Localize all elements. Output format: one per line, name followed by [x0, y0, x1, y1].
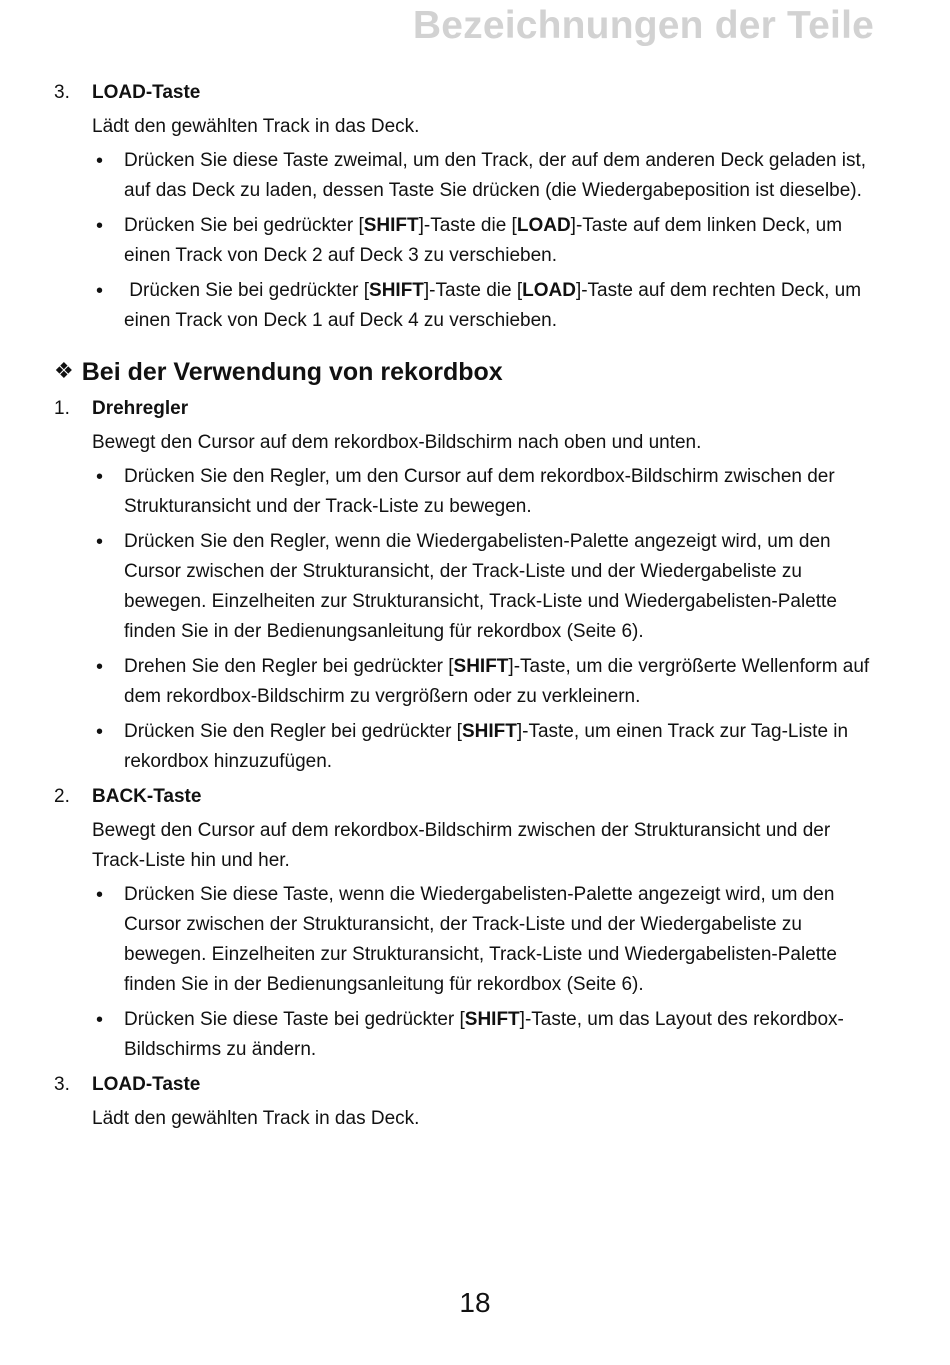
bullet-item — [124, 880, 884, 1000]
bullet-text: Drücken Sie diese Taste bei gedrückter [ — [124, 1009, 465, 1030]
key-label-shift: SHIFT — [461, 721, 517, 742]
bullet-text: Drücken Sie bei gedrückter [ — [124, 280, 370, 301]
item-description: Bewegt den Cursor auf dem rekordbox-Bildschirm zwischen der Strukturansicht und der Track-Liste hin und her. — [92, 820, 831, 871]
bullet-text: Drehen Sie den Regler bei gedrückter [ — [124, 656, 454, 677]
item-number: 3. — [54, 82, 70, 103]
item-heading — [54, 1070, 884, 1100]
section-title: Bei der Verwendung von rekordbox — [81, 358, 503, 386]
item-load-bottom — [54, 1070, 884, 1134]
bullet-item — [124, 1005, 884, 1065]
item-description: Lädt den gewählten Track in das Deck. — [92, 116, 420, 137]
item-title: LOAD-Taste — [92, 82, 201, 103]
bullet-item — [124, 527, 884, 647]
bullet-text: ]-Taste die [ — [418, 215, 517, 236]
item-title: Drehregler — [92, 398, 189, 419]
four-diamond-icon: ❖ — [54, 359, 74, 384]
item-description: Lädt den gewählten Track in das Deck. — [92, 1108, 420, 1129]
bullet-list — [54, 462, 884, 777]
bullet-item — [124, 717, 884, 777]
bullet-text: Drücken Sie bei gedrückter [ — [124, 215, 364, 236]
bullet-text: ]-Taste, um das Layout des rekordbox-Bildschirms zu ändern. — [124, 1009, 844, 1060]
bullet-item — [124, 146, 884, 206]
item-back-taste — [54, 782, 884, 1065]
page-header-title: Bezeichnungen der Teile — [412, 4, 874, 47]
key-label-load: LOAD — [522, 280, 576, 301]
bullet-text: ]-Taste, um einen Track zur Tag-Liste in rekordbox hinzuzufügen. — [124, 721, 849, 772]
key-label-shift: SHIFT — [363, 215, 419, 236]
bullet-item — [124, 652, 884, 712]
bullet-text: ]-Taste, um die vergrößerte Wellenform auf dem rekordbox-Bildschirm zu vergrößern oder zu verkleinern. — [124, 656, 870, 707]
bullet-text: Drücken Sie diese Taste zweimal, um den Track, der auf dem anderen Deck geladen ist, auf das Deck zu laden, dessen Taste Sie drücken (die Wiedergabeposition ist dieselbe). — [124, 150, 867, 201]
bullet-text: Drücken Sie den Regler bei gedrückter [ — [124, 721, 462, 742]
item-number: 3. — [54, 1074, 70, 1095]
item-title: BACK-Taste — [92, 786, 202, 807]
bullet-text: ]-Taste die [ — [423, 280, 523, 301]
item-load-top — [54, 78, 884, 336]
bullet-text: ]-Taste auf dem rechten Deck, um einen Track von Deck 1 auf Deck 4 zu verschieben. — [124, 280, 862, 331]
item-drehregler — [54, 394, 884, 777]
bullet-list — [54, 880, 884, 1065]
item-number: 2. — [54, 786, 70, 807]
key-label-shift: SHIFT — [464, 1009, 520, 1030]
item-heading — [54, 78, 884, 108]
page-number: 18 — [459, 1287, 491, 1318]
bullet-item — [124, 211, 884, 271]
bullet-list — [54, 146, 884, 336]
section-heading — [54, 354, 884, 390]
item-description: Bewegt den Cursor auf dem rekordbox-Bildschirm nach oben und unten. — [92, 432, 702, 453]
item-heading — [54, 394, 884, 424]
bullet-text: Drücken Sie diese Taste, wenn die Wiedergabelisten-Palette angezeigt wird, um den Cursor zwischen der Strukturansicht, der Track-Liste und der Wiedergabeliste zu bewegen. Einzelheiten zur Strukturansicht, Track-Liste und Wiedergabelisten-Palette finden Sie in der Bedienungsanleitung für rekordbox (Seite 6). — [124, 884, 837, 995]
bullet-text: Drücken Sie den Regler, um den Cursor auf dem rekordbox-Bildschirm zwischen der Strukturansicht und der Track-Liste zu bewegen. — [124, 466, 835, 517]
bullet-item — [124, 276, 884, 336]
item-title: LOAD-Taste — [92, 1074, 201, 1095]
page-content — [54, 74, 884, 1134]
key-label-load: LOAD — [516, 215, 571, 236]
key-label-shift: SHIFT — [369, 280, 424, 301]
bullet-item — [124, 462, 884, 522]
bullet-text: ]-Taste auf dem linken Deck, um einen Track von Deck 2 auf Deck 3 zu verschieben. — [124, 215, 843, 266]
item-heading — [54, 782, 884, 812]
item-number: 1. — [54, 398, 70, 419]
key-label-shift: SHIFT — [453, 656, 509, 677]
bullet-text: Drücken Sie den Regler, wenn die Wiedergabelisten-Palette angezeigt wird, um den Cursor zwischen der Strukturansicht, der Track-Liste und der Wiedergabeliste zu bewegen. Einzelheiten zur Strukturansicht, Track-Liste und Wiedergabelisten-Palette finden Sie in der Bedienungsanleitung für rekordbox (Seite 6). — [124, 531, 837, 642]
